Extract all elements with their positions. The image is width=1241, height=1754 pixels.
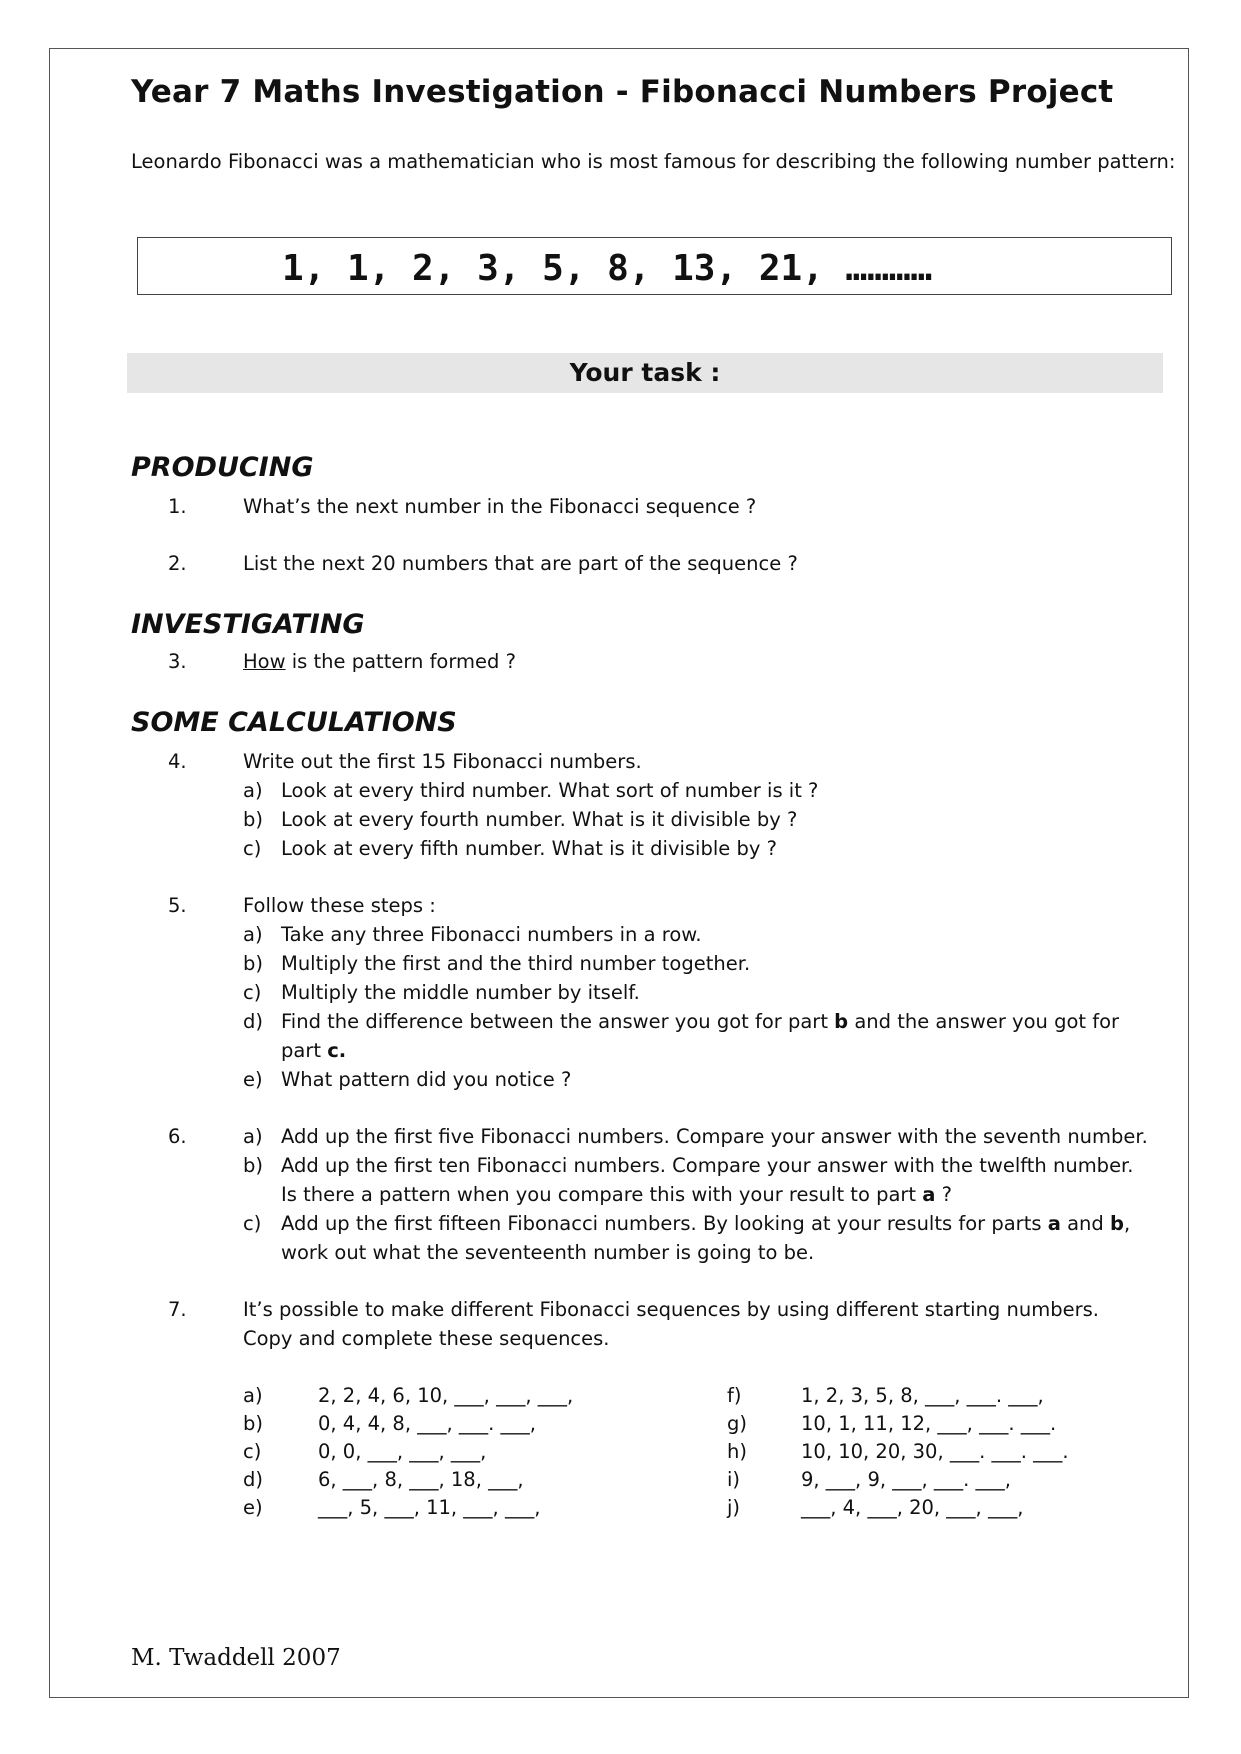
q6b-text: Add up the first ten Fibonacci numbers. Compare your answer with the twelfth number.: [281, 1154, 1134, 1177]
section-producing: PRODUCING: [131, 452, 314, 483]
seq-i-value: 9, ___, 9, ___, ___. ___,: [801, 1468, 1011, 1491]
q1-number: 1.: [168, 495, 187, 518]
q5-number: 5.: [168, 894, 187, 917]
footer-author: M. Twaddell 2007: [131, 1645, 341, 1671]
q4b-text: Look at every fourth number. What is it divisible by ?: [281, 808, 798, 831]
seq-f-value: 1, 2, 3, 5, 8, ___, ___. ___,: [801, 1384, 1044, 1407]
q5d-bold-b: b: [834, 1010, 849, 1033]
q5d-part3: part: [281, 1039, 328, 1062]
q4b-label: b): [243, 808, 263, 831]
seq-g-label: g): [727, 1412, 747, 1435]
q5b-label: b): [243, 952, 263, 975]
q6b-text-cont: [281, 1183, 952, 1206]
q1-text: What’s the next number in the Fibonacci sequence ?: [243, 495, 757, 518]
q6c-mid: and: [1060, 1212, 1110, 1235]
q6b-part2: Is there a pattern when you compare this with your result to part: [281, 1183, 923, 1206]
q5a-label: a): [243, 923, 263, 946]
q6c-bold-b: b: [1109, 1212, 1124, 1235]
q3-number: 3.: [168, 650, 187, 673]
seq-c-label: c): [243, 1440, 262, 1463]
seq-a-value: 2, 2, 4, 6, 10, ___, ___, ___,: [318, 1384, 574, 1407]
q5a-text: Take any three Fibonacci numbers in a row.: [281, 923, 702, 946]
q4c-text: Look at every fifth number. What is it divisible by ?: [281, 837, 777, 860]
q7-text: It’s possible to make different Fibonacci sequences by using different starting numbers.: [243, 1298, 1099, 1321]
seq-c-value: 0, 0, ___, ___, ___,: [318, 1440, 487, 1463]
seq-g-value: 10, 1, 11, 12, ___, ___. ___.: [801, 1412, 1057, 1435]
seq-j-label: j): [727, 1496, 741, 1519]
q4-number: 4.: [168, 750, 187, 773]
seq-e-value: ___, 5, ___, 11, ___, ___,: [318, 1496, 541, 1519]
intro-text: Leonardo Fibonacci was a mathematician who is most famous for describing the following number pattern:: [131, 150, 1176, 173]
q6c-text-cont: work out what the seventeenth number is going to be.: [281, 1241, 815, 1264]
seq-h-value: 10, 10, 20, 30, ___. ___. ___.: [801, 1440, 1069, 1463]
q7-text-cont: Copy and complete these sequences.: [243, 1327, 610, 1350]
q5d-part1: Find the difference between the answer you got for part: [281, 1010, 835, 1033]
fibonacci-sequence: 1, 1, 2, 3, 5, 8, 13, 21, …………: [282, 248, 933, 289]
q5c-label: c): [243, 981, 262, 1004]
q5e-text: What pattern did you notice ?: [281, 1068, 572, 1091]
section-calculations: SOME CALCULATIONS: [131, 707, 457, 738]
q5d-part2: and the answer you got for: [848, 1010, 1120, 1033]
q3-text: [243, 650, 516, 673]
seq-d-label: d): [243, 1468, 263, 1491]
q6-number: 6.: [168, 1125, 187, 1148]
q2-number: 2.: [168, 552, 187, 575]
seq-e-label: e): [243, 1496, 263, 1519]
q6a-label: a): [243, 1125, 263, 1148]
q6c-end: ,: [1123, 1212, 1131, 1235]
seq-i-label: i): [727, 1468, 741, 1491]
q5-text: Follow these steps :: [243, 894, 436, 917]
q4a-label: a): [243, 779, 263, 802]
q5d-text: [281, 1010, 1119, 1033]
q3-underlined-word: How: [243, 650, 286, 673]
seq-h-label: h): [727, 1440, 747, 1463]
q5e-label: e): [243, 1068, 263, 1091]
q6b-part3: ?: [935, 1183, 952, 1206]
q6c-part1: Add up the first fifteen Fibonacci numbers. By looking at your results for parts: [281, 1212, 1048, 1235]
q5b-text: Multiply the first and the third number together.: [281, 952, 751, 975]
section-investigating: INVESTIGATING: [131, 609, 365, 640]
q4-text: Write out the first 15 Fibonacci numbers.: [243, 750, 642, 773]
q6c-text: [281, 1212, 1130, 1235]
q5c-text: Multiply the middle number by itself.: [281, 981, 640, 1004]
q6a-text: Add up the first five Fibonacci numbers. Compare your answer with the seventh number.: [281, 1125, 1148, 1148]
q5d-text-cont: [281, 1039, 346, 1062]
seq-f-label: f): [727, 1384, 742, 1407]
q5d-label: d): [243, 1010, 263, 1033]
task-heading: Your task :: [569, 358, 721, 387]
q4c-label: c): [243, 837, 262, 860]
q2-text: List the next 20 numbers that are part of the sequence ?: [243, 552, 798, 575]
q6b-bold-a: a: [922, 1183, 936, 1206]
seq-b-value: 0, 4, 4, 8, ___, ___. ___,: [318, 1412, 536, 1435]
task-banner: [127, 353, 1163, 393]
q6c-label: c): [243, 1212, 262, 1235]
seq-j-value: ___, 4, ___, 20, ___, ___,: [801, 1496, 1024, 1519]
seq-d-value: 6, ___, 8, ___, 18, ___,: [318, 1468, 524, 1491]
seq-a-label: a): [243, 1384, 263, 1407]
q6c-bold-a: a: [1047, 1212, 1061, 1235]
q6b-label: b): [243, 1154, 263, 1177]
page-title: Year 7 Maths Investigation - Fibonacci Numbers Project: [131, 74, 1114, 110]
q3-rest: is the pattern formed ?: [285, 650, 516, 673]
q7-number: 7.: [168, 1298, 187, 1321]
q4a-text: Look at every third number. What sort of number is it ?: [281, 779, 819, 802]
seq-b-label: b): [243, 1412, 263, 1435]
q5d-bold-c: c.: [327, 1039, 347, 1062]
